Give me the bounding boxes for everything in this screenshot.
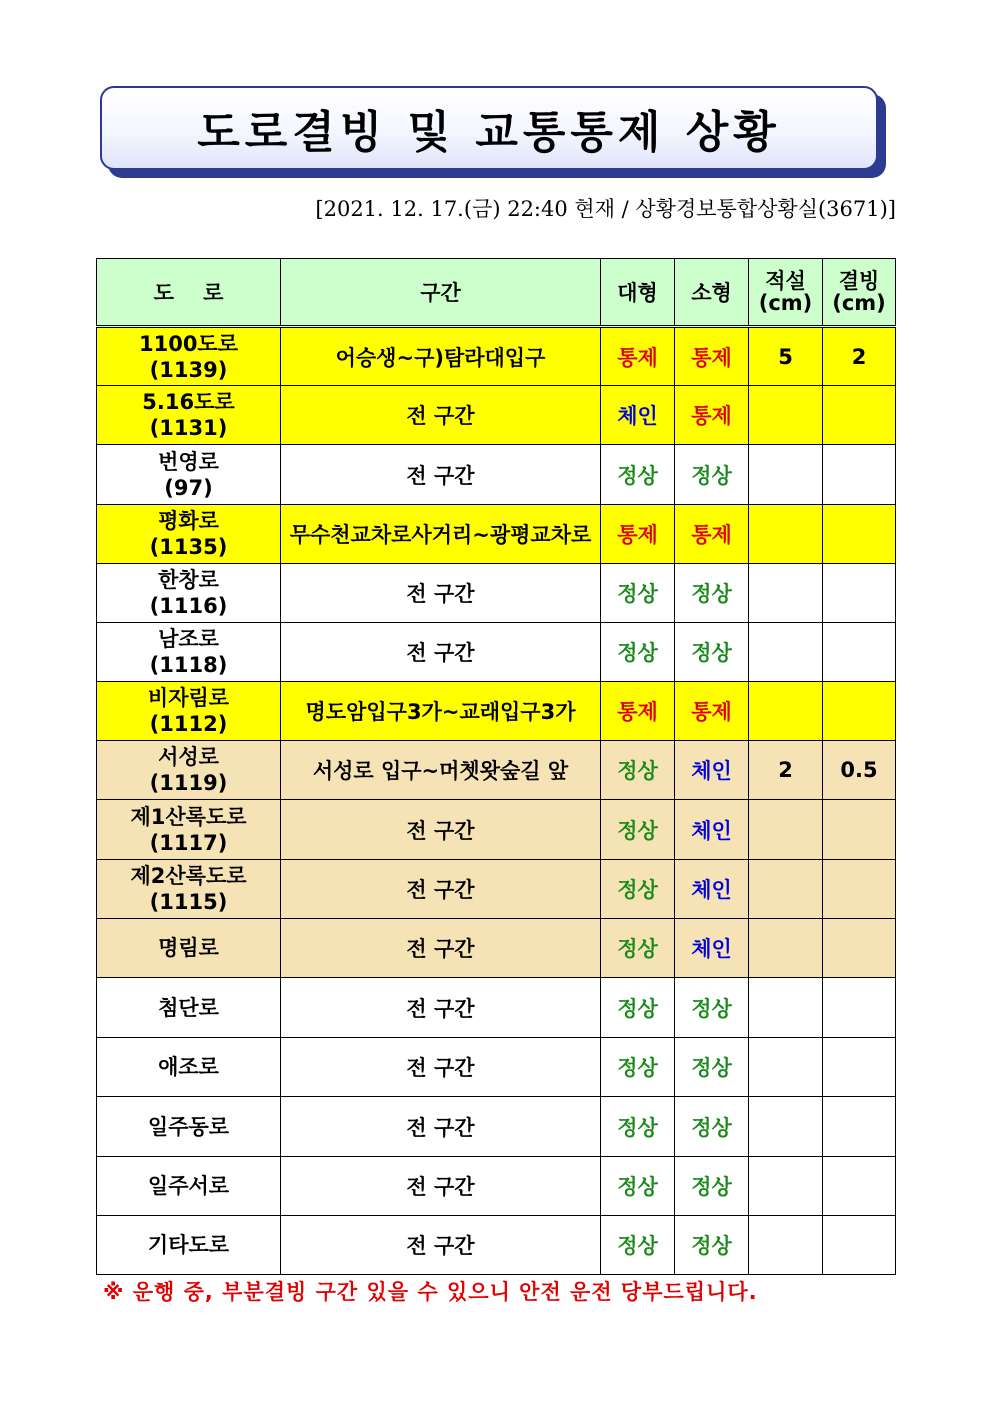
large-vehicle-status: 체인 [601,386,675,445]
snow-depth-cell [749,1038,823,1097]
header-snow: 적설 (cm) [749,259,823,327]
small-vehicle-status: 정상 [675,1216,749,1275]
table-row [97,505,896,564]
snow-depth-cell [749,919,823,978]
section-cell: 전 구간 [281,1157,601,1216]
road-code: (1112) [149,712,228,736]
table-row [97,564,896,623]
table-row [97,1097,896,1157]
snow-depth-cell [749,445,823,505]
road-code: (1115) [149,890,228,914]
road-name-cell [97,978,281,1038]
road-name-cell [97,919,281,978]
road-name-cell [97,1038,281,1097]
large-vehicle-status: 정상 [601,919,675,978]
section-cell: 전 구간 [281,860,601,919]
section-cell: 전 구간 [281,445,601,505]
ice-depth-cell [823,445,896,505]
road-code: (1116) [149,594,228,618]
ice-depth-cell [823,1157,896,1216]
ice-depth-cell [823,1097,896,1157]
large-vehicle-status: 정상 [601,564,675,623]
header-road: 도 로 [97,259,281,327]
header-small: 소형 [675,259,749,327]
small-vehicle-status: 통제 [675,327,749,386]
road-name: 서성로 [158,745,219,769]
snow-depth-cell [749,1157,823,1216]
section-cell: 무수천교차로사거리~광평교차로 [281,505,601,564]
table-row [97,682,896,741]
section-cell: 전 구간 [281,978,601,1038]
large-vehicle-status: 통제 [601,327,675,386]
table-row [97,623,896,682]
road-name: 애조로 [158,1055,219,1079]
road-name-cell [97,1097,281,1157]
road-name-cell [97,327,281,386]
table-row [97,860,896,919]
large-vehicle-status: 정상 [601,860,675,919]
small-vehicle-status: 통제 [675,682,749,741]
snow-depth-cell [749,386,823,445]
road-code: (1131) [149,416,228,440]
road-name: 일주서로 [147,1174,230,1198]
road-name: 남조로 [158,627,219,651]
road-name-cell [97,741,281,800]
snow-depth-cell [749,682,823,741]
ice-depth-cell [823,1216,896,1275]
safety-note: ※ 운행 중, 부분결빙 구간 있을 수 있으니 안전 운전 당부드립니다. [103,1280,758,1304]
section-cell: 명도암입구3가~교래입구3가 [281,682,601,741]
table-row [97,800,896,860]
ice-depth-cell [823,919,896,978]
road-name-cell [97,1216,281,1275]
table-body [97,327,896,1275]
section-cell: 전 구간 [281,1216,601,1275]
road-name: 일주동로 [147,1114,230,1139]
small-vehicle-status: 정상 [675,623,749,682]
header-large: 대형 [601,259,675,327]
header-section: 구간 [281,259,601,327]
large-vehicle-status: 정상 [601,1216,675,1275]
road-name-cell [97,860,281,919]
road-name: 첨단로 [158,995,219,1020]
ice-depth-cell: 2 [823,327,896,386]
large-vehicle-status: 통제 [601,505,675,564]
section-cell: 전 구간 [281,386,601,445]
road-name-cell [97,386,281,445]
large-vehicle-status: 정상 [601,1038,675,1097]
small-vehicle-status: 정상 [675,445,749,505]
section-cell: 전 구간 [281,623,601,682]
table-row [97,919,896,978]
section-cell: 서성로 입구~머쳇왓숲길 앞 [281,741,601,800]
road-name: 평화로 [158,509,219,533]
small-vehicle-status: 체인 [675,800,749,860]
large-vehicle-status: 정상 [601,1157,675,1216]
section-cell: 전 구간 [281,1097,601,1157]
section-cell: 전 구간 [281,564,601,623]
road-name: 번영로 [158,449,219,474]
large-vehicle-status: 정상 [601,1097,675,1157]
ice-depth-cell: 0.5 [823,741,896,800]
small-vehicle-status: 정상 [675,1157,749,1216]
road-name: 비자림로 [147,686,230,710]
road-name-cell [97,445,281,505]
ice-depth-cell [823,505,896,564]
ice-depth-cell [823,800,896,860]
table-row [97,1216,896,1275]
ice-depth-cell [823,978,896,1038]
snow-depth-cell [749,505,823,564]
road-name: 1100도로 [138,331,239,356]
page-title: 도로결빙 및 교통통제 상황 [197,107,781,158]
ice-depth-cell [823,860,896,919]
section-cell: 어승생~구)탐라대입구 [281,327,601,386]
table-row [97,1157,896,1216]
road-name-cell [97,1157,281,1216]
road-name: 명림로 [158,936,219,960]
snow-depth-cell [749,1216,823,1275]
road-name-cell [97,800,281,860]
road-name-cell [97,623,281,682]
snow-depth-cell [749,860,823,919]
large-vehicle-status: 통제 [601,682,675,741]
road-code: (97) [164,475,213,500]
large-vehicle-status: 정상 [601,800,675,860]
road-code: (1117) [149,830,228,855]
road-name: 제2산록도로 [130,864,247,888]
small-vehicle-status: 체인 [675,919,749,978]
snow-depth-cell: 2 [749,741,823,800]
road-name: 한창로 [158,568,219,592]
table-row [97,386,896,445]
road-name-cell [97,682,281,741]
road-name: 기타도로 [147,1233,230,1257]
small-vehicle-status: 체인 [675,741,749,800]
road-name: 5.16도로 [142,390,235,414]
ice-depth-cell [823,623,896,682]
snow-depth-cell [749,1097,823,1157]
small-vehicle-status: 정상 [675,978,749,1038]
report-timestamp: [2021. 12. 17.(금) 22:40 현재 / 상황경보통합상황실(3671)] [315,197,896,221]
small-vehicle-status: 통제 [675,505,749,564]
ice-depth-cell [823,386,896,445]
road-name-cell [97,505,281,564]
table-row [97,978,896,1038]
road-code: (1135) [149,535,228,559]
snow-depth-cell [749,800,823,860]
road-name-cell [97,564,281,623]
table-row [97,445,896,505]
section-cell: 전 구간 [281,800,601,860]
road-code: (1139) [149,357,228,382]
snow-depth-cell [749,564,823,623]
table-row [97,741,896,800]
snow-depth-cell [749,623,823,682]
section-cell: 전 구간 [281,1038,601,1097]
small-vehicle-status: 체인 [675,860,749,919]
section-cell: 전 구간 [281,919,601,978]
small-vehicle-status: 통제 [675,386,749,445]
table-row [97,327,896,386]
snow-depth-cell: 5 [749,327,823,386]
header-ice: 결빙 (cm) [823,259,896,327]
large-vehicle-status: 정상 [601,445,675,505]
snow-depth-cell [749,978,823,1038]
title-banner [100,86,886,178]
large-vehicle-status: 정상 [601,623,675,682]
ice-depth-cell [823,564,896,623]
road-status-table [96,258,896,1275]
table-row [97,1038,896,1097]
ice-depth-cell [823,1038,896,1097]
road-code: (1118) [149,653,228,677]
title-box [100,86,878,170]
small-vehicle-status: 정상 [675,1038,749,1097]
ice-depth-cell [823,682,896,741]
small-vehicle-status: 정상 [675,1097,749,1157]
table-header-row [97,259,896,327]
large-vehicle-status: 정상 [601,741,675,800]
large-vehicle-status: 정상 [601,978,675,1038]
small-vehicle-status: 정상 [675,564,749,623]
road-name: 제1산록도로 [130,804,247,829]
road-code: (1119) [149,771,228,795]
